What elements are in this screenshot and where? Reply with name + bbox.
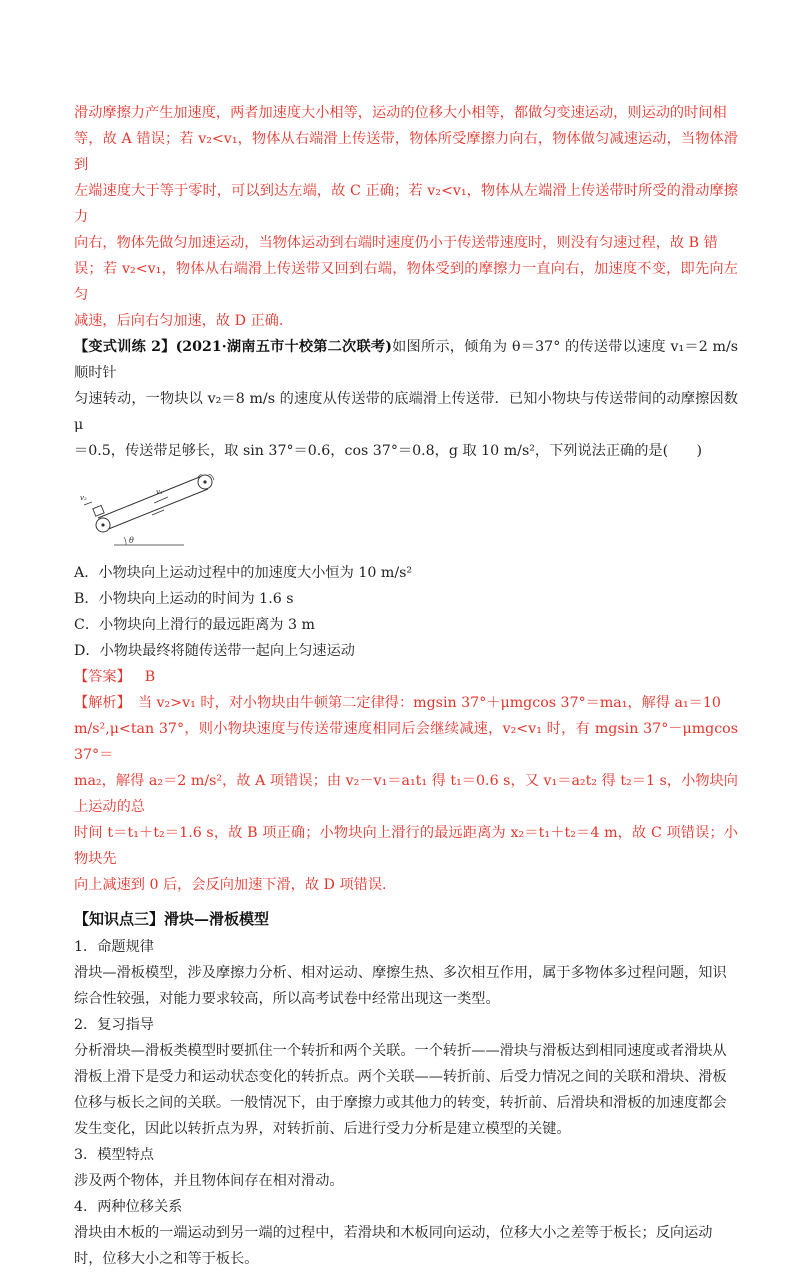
knowledge-section <box>74 904 738 1272</box>
analysis-line: 向右，物体先做匀加速运动，当物体运动到右端时速度仍小于传送带速度时，则没有匀速过程，故 B 错 <box>74 235 718 251</box>
analysis <box>74 690 738 898</box>
problem-tag: 【变式训练 2】 <box>74 339 176 355</box>
item-text: 分析滑块—滑板类模型时要抓住一个转折和两个关联。一个转折——滑块与滑板达到相同速度或者滑块从 <box>74 1043 727 1059</box>
item-title: 4．两种位移关系 <box>74 1199 183 1215</box>
answer-label: 【答案】 <box>74 669 131 685</box>
answer-line <box>74 664 738 690</box>
item-title: 3．模型特点 <box>74 1147 154 1163</box>
page-content <box>74 100 738 1272</box>
item-text: 滑板上滑下是受力和运动状态变化的转折点。两个关联——转折前、后受力情况之间的关联和滑块、滑板 <box>74 1069 727 1085</box>
analysis-line: 左端速度大于等于零时，可以到达左端，故 C 正确；若 v₂<v₁，物体从左端滑上传送带时所受的滑动摩擦力 <box>74 183 738 225</box>
option-b: B．小物块向上运动的时间为 1.6 s <box>74 591 294 607</box>
option-d: D．小物块最终将随传送带一起向上匀速运动 <box>74 643 355 659</box>
previous-analysis <box>74 100 738 334</box>
v2-label: v₂ <box>80 494 87 502</box>
problem-stem-first-line <box>74 334 738 386</box>
analysis-line: ma₂，解得 a₂＝2 m/s²，故 A 项错误；由 v₂－v₁＝a₁t₁ 得 t₁＝0.6 s，又 v₁＝a₂t₂ 得 t₂＝1 s，小物块向上运动的总 <box>74 773 738 815</box>
answer-value: B <box>144 669 156 685</box>
item-text: 滑块由木板的一端运动到另一端的过程中，若滑块和木板同向运动，位移大小之差等于板长；反向运动 <box>74 1225 713 1241</box>
item-text: 时，位移大小之和等于板长。 <box>74 1251 259 1267</box>
practice-problem <box>74 334 738 898</box>
item-text: 综合性较强，对能力要求较高，所以高考试卷中经常出现这一类型。 <box>74 991 500 1007</box>
option-a: A．小物块向上运动过程中的加速度大小恒为 10 m/s² <box>74 565 413 581</box>
analysis-line: 向上减速到 0 后，会反向加速下滑，故 D 项错误. <box>74 877 387 893</box>
item-text: 位移与板长之间的关联。一般情况下，由于摩擦力或其他力的转变，转折前、后滑块和滑板的加速度都会 <box>74 1095 727 1111</box>
analysis-line: 时间 t＝t₁＋t₂＝1.6 s，故 B 项正确；小物块向上滑行的最远距离为 x₂＝t₁＋t₂＝4 m，故 C 项错误；小物块先 <box>74 825 738 867</box>
v1-label: v₁ <box>156 488 163 496</box>
analysis-line: 误；若 v₂<v₁，物体从右端滑上传送带又回到右端，物体受到的摩擦力一直向右，加速度不变，即先向左匀 <box>74 261 738 303</box>
section-heading: 【知识点三】滑块—滑板模型 <box>74 910 270 928</box>
analysis-line: 滑动摩擦力产生加速度，两者加速度大小相等，运动的位移大小相等，都做匀变速运动，则运动的时间相 <box>74 105 727 121</box>
item-title: 2．复习指导 <box>74 1017 154 1033</box>
option-c: C．小物块向上滑行的最远距离为 3 m <box>74 617 315 633</box>
analysis-line: m/s²,μ<tan 37°，则小物块速度与传送带速度相同后会继续减速，v₂<v₁ 时，有 mgsin 37°－μmgcos 37°＝ <box>74 721 738 763</box>
problem-stem-line: 匀速转动，一物块以 v₂＝8 m/s 的速度从传送带的底端滑上传送带．已知小物块与传送带间的动摩擦因数 μ <box>74 391 738 433</box>
item-text: 发生变化，因此以转折点为界，对转折前、后进行受力分析是建立模型的关键。 <box>74 1121 571 1137</box>
item-title: 1．命题规律 <box>74 939 154 955</box>
analysis-line: 等，故 A 错误；若 v₂<v₁，物体从右端滑上传送带，物体所受摩擦力向右，物体做匀减速运动，当物体滑到 <box>74 131 738 173</box>
analysis-line: 【解析】 当 v₂>v₁ 时，对小物块由牛顿第二定律得：mgsin 37°＋μmgcos 37°＝ma₁，解得 a₁＝10 <box>74 695 721 711</box>
conveyor-belt-figure <box>76 474 226 550</box>
item-text: 滑块—滑板模型，涉及摩擦力分析、相对运动、摩擦生热、多次相互作用，属于多物体多过程问题，知识 <box>74 965 727 981</box>
problem-stem-line: 如图所示，倾角为 θ＝37° 的传送带以速度 v₁＝2 m/s 顺时针 <box>74 339 739 381</box>
theta-label: θ <box>129 536 134 545</box>
analysis-line: 减速，后向右匀加速，故 D 正确. <box>74 313 284 329</box>
item-text: 涉及两个物体，并且物体间存在相对滑动。 <box>74 1173 344 1189</box>
problem-source: (2021·湖南五市十校第二次联考) <box>175 339 392 355</box>
problem-stem-line: ＝0.5，传送带足够长，取 sin 37°＝0.6，cos 37°＝0.8，g 取 10 m/s²，下列说法正确的是( ) <box>74 443 703 459</box>
